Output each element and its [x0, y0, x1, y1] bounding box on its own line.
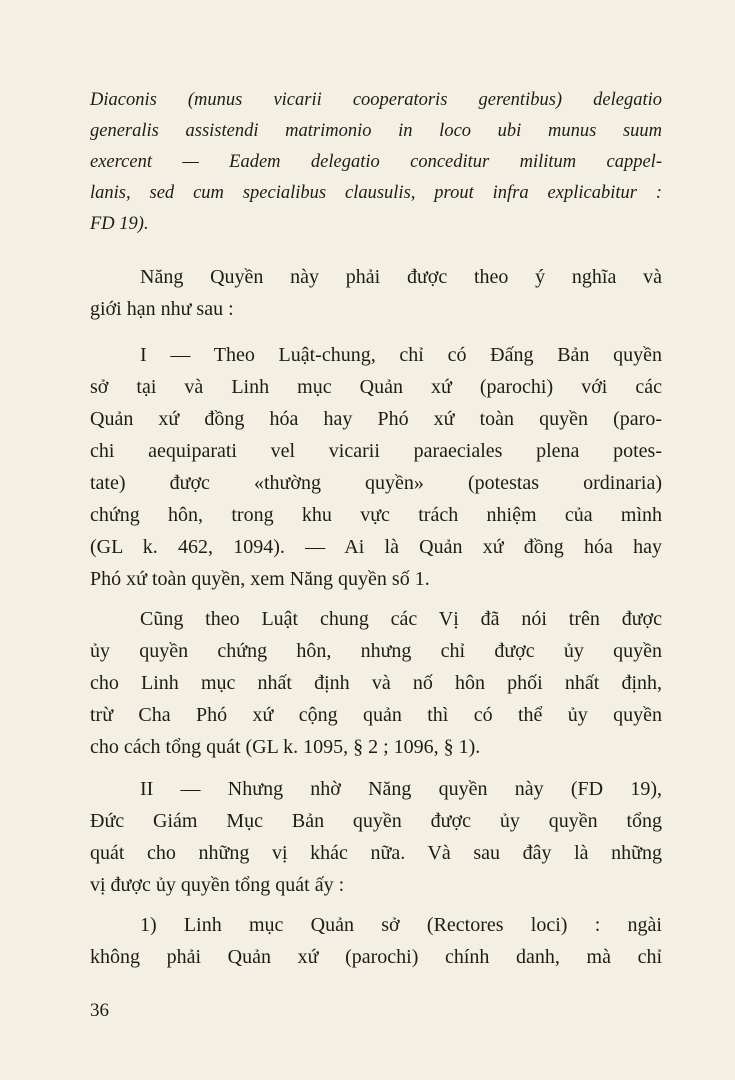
text-line: lanis, sed cum specialibus clausulis, prout infra explicabitur :	[90, 183, 662, 203]
text-line: cho cách tổng quát (GL k. 1095, § 2 ; 1096, § 1).	[90, 736, 481, 758]
text-line: (GL k. 462, 1094). — Ai là Quản xứ đồng hóa hay	[90, 536, 662, 558]
text-line: chi aequiparati vel vicarii paraeciales plena potes-	[90, 440, 662, 462]
text-line: tate) được «thường quyền» (potestas ordinaria)	[90, 472, 662, 494]
text-line: giới hạn như sau :	[90, 298, 234, 320]
text-line: sở tại và Linh mục Quản xứ (parochi) với các	[90, 376, 662, 398]
text-line: chứng hôn, trong khu vực trách nhiệm của mình	[90, 504, 662, 526]
text-line: 1) Linh mục Quản sở (Rectores loci) : ngài	[140, 914, 662, 936]
text-line: Đức Giám Mục Bản quyền được ủy quyền tổng	[90, 810, 662, 832]
text-line: không phải Quản xứ (parochi) chính danh, mà chỉ	[90, 946, 662, 968]
text-line: Cũng theo Luật chung các Vị đã nói trên được	[140, 608, 662, 630]
text-line: Năng Quyền này phải được theo ý nghĩa và	[140, 266, 662, 288]
text-line: trừ Cha Phó xứ cộng quản thì có thể ủy quyền	[90, 704, 662, 726]
text-line: generalis assistendi matrimonio in loco ubi munus suum	[90, 121, 662, 141]
page-number: 36	[90, 1000, 109, 1021]
text-line: Diaconis (munus vicarii cooperatoris gerentibus) delegatio	[90, 90, 662, 110]
text-line: Phó xứ toàn quyền, xem Năng quyền số 1.	[90, 568, 430, 590]
text-line: quát cho những vị khác nữa. Và sau đây là những	[90, 842, 662, 864]
text-line: II — Nhưng nhờ Năng quyền này (FD 19),	[140, 778, 662, 800]
text-line: FD 19).	[90, 214, 149, 234]
text-line: vị được ủy quyền tổng quát ấy :	[90, 874, 345, 896]
text-line: Quản xứ đồng hóa hay Phó xứ toàn quyền (paro-	[90, 408, 662, 430]
text-line: ủy quyền chứng hôn, nhưng chỉ được ủy quyền	[90, 640, 662, 662]
text-line: I — Theo Luật-chung, chỉ có Đấng Bản quyền	[140, 344, 662, 366]
text-line: exercent — Eadem delegatio conceditur militum cappel-	[90, 152, 662, 172]
text-line: cho Linh mục nhất định và nố hôn phối nhất định,	[90, 672, 662, 694]
